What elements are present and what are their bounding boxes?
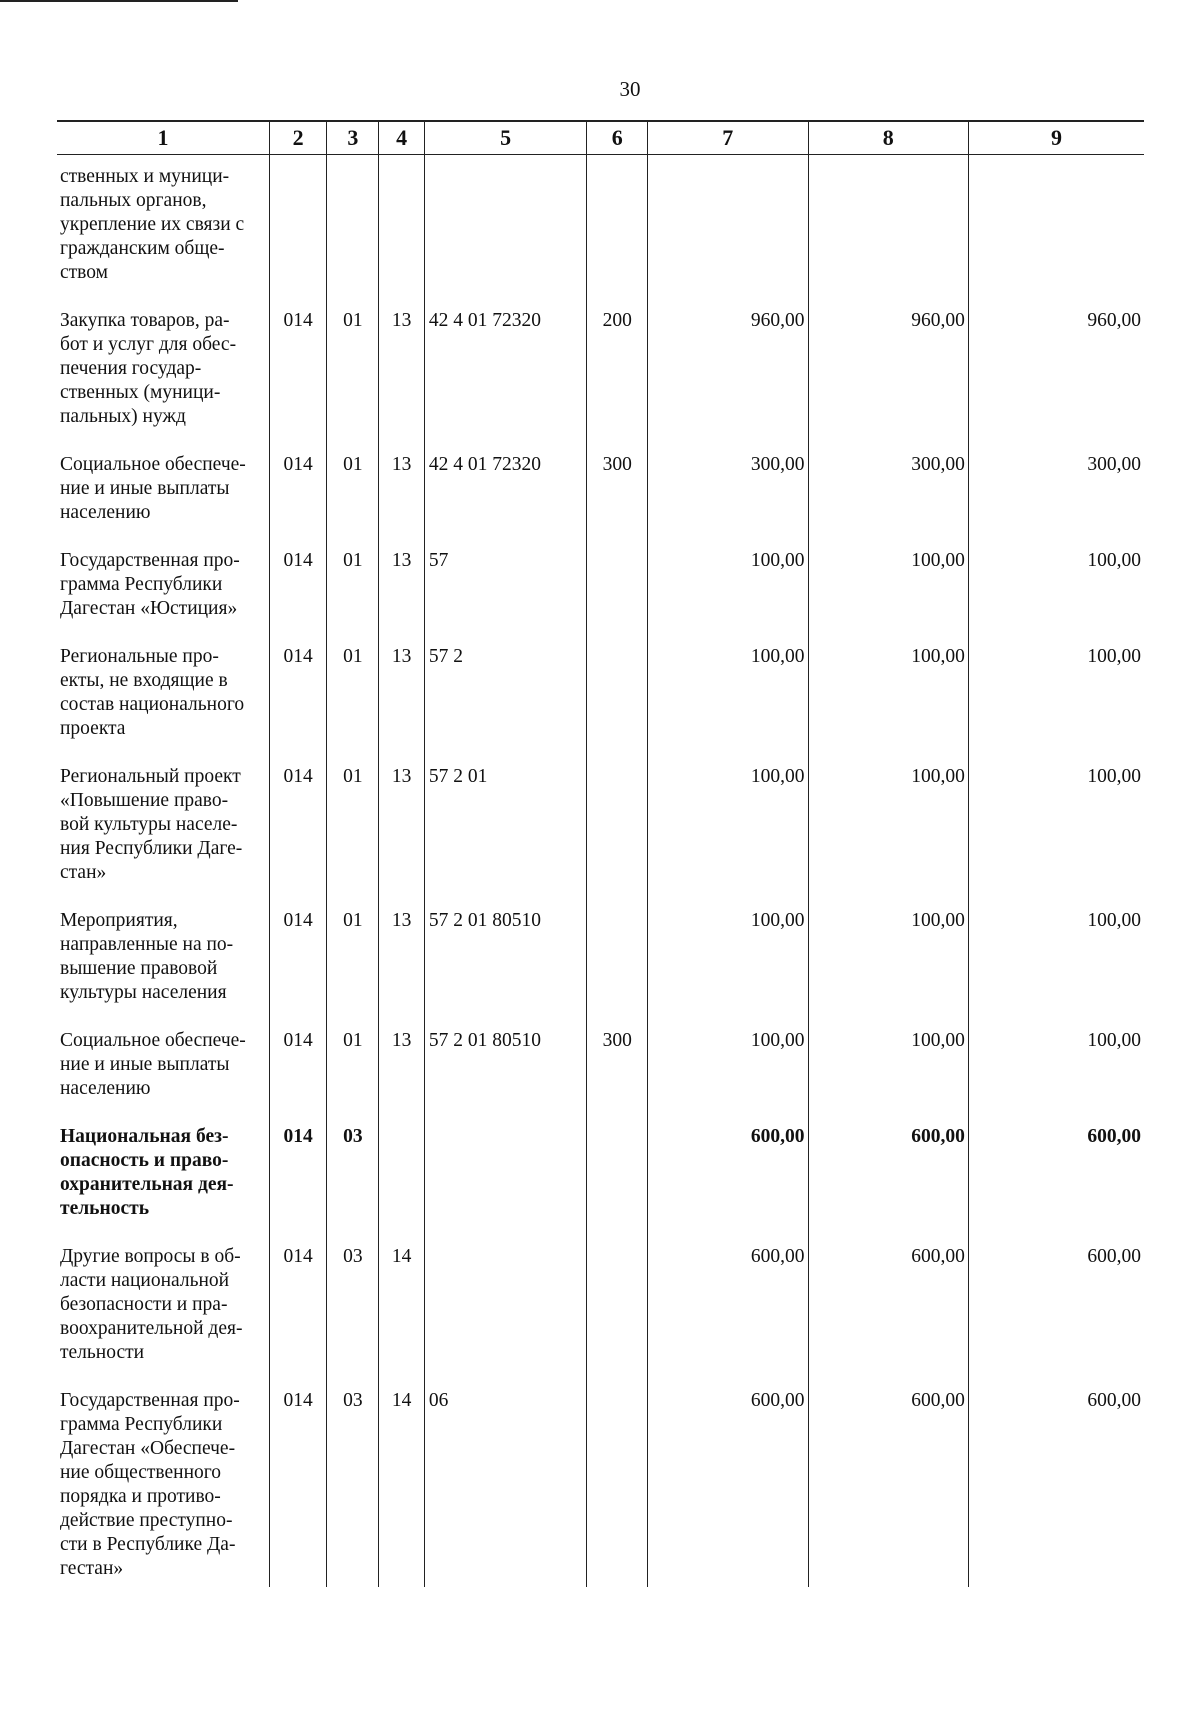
budget-table [57, 120, 1144, 1587]
row-section: 01 [327, 755, 379, 899]
row-target-article: 57 2 01 [424, 755, 587, 899]
table-row [57, 299, 1144, 443]
row-expense-type [587, 635, 648, 755]
row-name: Государственная про- грамма Республики Дагестан «Юстиция» [57, 539, 269, 635]
table-row [57, 755, 1144, 899]
row-admin-code: 014 [269, 635, 326, 755]
row-expense-type: 200 [587, 299, 648, 443]
row-amount-year-1: 300,00 [648, 443, 808, 539]
row-amount-year-3: 300,00 [968, 443, 1144, 539]
row-admin-code [269, 155, 326, 300]
row-section: 01 [327, 443, 379, 539]
row-target-article: 57 2 01 80510 [424, 1019, 587, 1115]
row-expense-type [587, 1115, 648, 1235]
row-amount-year-3: 100,00 [968, 899, 1144, 1019]
row-amount-year-2: 100,00 [808, 899, 968, 1019]
row-amount-year-3: 600,00 [968, 1115, 1144, 1235]
header-col-6: 6 [587, 121, 648, 155]
row-amount-year-2: 600,00 [808, 1379, 968, 1587]
row-subsection: 13 [379, 755, 425, 899]
row-expense-type: 300 [587, 1019, 648, 1115]
row-section: 01 [327, 539, 379, 635]
table-row [57, 899, 1144, 1019]
row-subsection: 13 [379, 635, 425, 755]
row-subsection: 14 [379, 1235, 425, 1379]
row-admin-code: 014 [269, 899, 326, 1019]
row-amount-year-2: 100,00 [808, 1019, 968, 1115]
row-admin-code: 014 [269, 755, 326, 899]
row-target-article [424, 1235, 587, 1379]
row-target-article: 42 4 01 72320 [424, 299, 587, 443]
row-admin-code: 014 [269, 539, 326, 635]
row-name: Региональный проект «Повышение право- вой культуры населе- ния Республики Даге- стан» [57, 755, 269, 899]
table-row [57, 1379, 1144, 1587]
header-col-4: 4 [379, 121, 425, 155]
row-section: 01 [327, 1019, 379, 1115]
row-subsection: 13 [379, 539, 425, 635]
row-amount-year-2: 600,00 [808, 1235, 968, 1379]
row-amount-year-2: 100,00 [808, 539, 968, 635]
row-amount-year-2 [808, 155, 968, 300]
row-section [327, 155, 379, 300]
row-expense-type [587, 1379, 648, 1587]
row-subsection [379, 1115, 425, 1235]
row-amount-year-3: 960,00 [968, 299, 1144, 443]
row-expense-type [587, 899, 648, 1019]
row-amount-year-3 [968, 155, 1144, 300]
header-col-7: 7 [648, 121, 808, 155]
row-target-article: 42 4 01 72320 [424, 443, 587, 539]
row-subsection: 14 [379, 1379, 425, 1587]
row-name: Социальное обеспече- ние и иные выплаты населению [57, 1019, 269, 1115]
row-target-article: 57 2 [424, 635, 587, 755]
row-expense-type [587, 155, 648, 300]
row-subsection: 13 [379, 299, 425, 443]
row-amount-year-3: 600,00 [968, 1235, 1144, 1379]
row-subsection [379, 155, 425, 300]
header-col-3: 3 [327, 121, 379, 155]
row-subsection: 13 [379, 1019, 425, 1115]
row-section: 03 [327, 1379, 379, 1587]
row-subsection: 13 [379, 899, 425, 1019]
table-row [57, 155, 1144, 300]
row-amount-year-1: 600,00 [648, 1235, 808, 1379]
row-section: 01 [327, 899, 379, 1019]
header-col-1: 1 [57, 121, 269, 155]
row-expense-type [587, 539, 648, 635]
table-row [57, 443, 1144, 539]
header-col-8: 8 [808, 121, 968, 155]
row-amount-year-2: 300,00 [808, 443, 968, 539]
row-admin-code: 014 [269, 1115, 326, 1235]
row-amount-year-2: 600,00 [808, 1115, 968, 1235]
scan-edge-line [0, 0, 238, 2]
table-body [57, 155, 1144, 1588]
row-amount-year-3: 100,00 [968, 755, 1144, 899]
header-col-2: 2 [269, 121, 326, 155]
row-admin-code: 014 [269, 1379, 326, 1587]
row-target-article: 06 [424, 1379, 587, 1587]
row-section: 03 [327, 1235, 379, 1379]
row-amount-year-2: 100,00 [808, 755, 968, 899]
row-amount-year-1: 960,00 [648, 299, 808, 443]
row-expense-type [587, 755, 648, 899]
row-name: Закупка товаров, ра- бот и услуг для обес- печения государ- ственных (муници- пальных) нужд [57, 299, 269, 443]
row-amount-year-2: 960,00 [808, 299, 968, 443]
page-number: 30 [619, 77, 641, 101]
row-name: Региональные про- екты, не входящие в состав национального проекта [57, 635, 269, 755]
row-amount-year-1: 100,00 [648, 1019, 808, 1115]
row-section: 01 [327, 299, 379, 443]
row-amount-year-3: 600,00 [968, 1379, 1144, 1587]
row-amount-year-1: 600,00 [648, 1379, 808, 1587]
row-name: Социальное обеспече- ние и иные выплаты населению [57, 443, 269, 539]
header-col-9: 9 [968, 121, 1144, 155]
table-header-row [57, 121, 1144, 155]
table-row [57, 1115, 1144, 1235]
row-amount-year-1: 100,00 [648, 539, 808, 635]
row-amount-year-2: 100,00 [808, 635, 968, 755]
row-subsection: 13 [379, 443, 425, 539]
row-expense-type [587, 1235, 648, 1379]
table-row [57, 539, 1144, 635]
row-admin-code: 014 [269, 1019, 326, 1115]
row-amount-year-3: 100,00 [968, 539, 1144, 635]
row-amount-year-3: 100,00 [968, 635, 1144, 755]
row-name: Мероприятия, направленные на по- вышение правовой культуры населения [57, 899, 269, 1019]
row-amount-year-1: 100,00 [648, 635, 808, 755]
row-target-article [424, 155, 587, 300]
row-amount-year-1: 100,00 [648, 899, 808, 1019]
row-amount-year-1: 100,00 [648, 755, 808, 899]
row-name: Национальная без- опасность и право- охранительная дея- тельность [57, 1115, 269, 1235]
row-amount-year-1 [648, 155, 808, 300]
table-row [57, 635, 1144, 755]
row-expense-type: 300 [587, 443, 648, 539]
table-row [57, 1019, 1144, 1115]
row-admin-code: 014 [269, 299, 326, 443]
row-section: 03 [327, 1115, 379, 1235]
row-amount-year-1: 600,00 [648, 1115, 808, 1235]
row-admin-code: 014 [269, 1235, 326, 1379]
row-admin-code: 014 [269, 443, 326, 539]
row-name: ственных и муници- пальных органов, укрепление их связи с гражданским обще- ством [57, 155, 269, 300]
row-name: Другие вопросы в об- ласти национальной безопасности и пра- воохранительной дея- тельности [57, 1235, 269, 1379]
table-row [57, 1235, 1144, 1379]
row-amount-year-3: 100,00 [968, 1019, 1144, 1115]
row-target-article [424, 1115, 587, 1235]
row-section: 01 [327, 635, 379, 755]
row-name: Государственная про- грамма Республики Дагестан «Обеспече- ние общественного порядка и противо- действие преступно- сти в Республике Да- гестан» [57, 1379, 269, 1587]
row-target-article: 57 2 01 80510 [424, 899, 587, 1019]
row-target-article: 57 [424, 539, 587, 635]
header-col-5: 5 [424, 121, 587, 155]
